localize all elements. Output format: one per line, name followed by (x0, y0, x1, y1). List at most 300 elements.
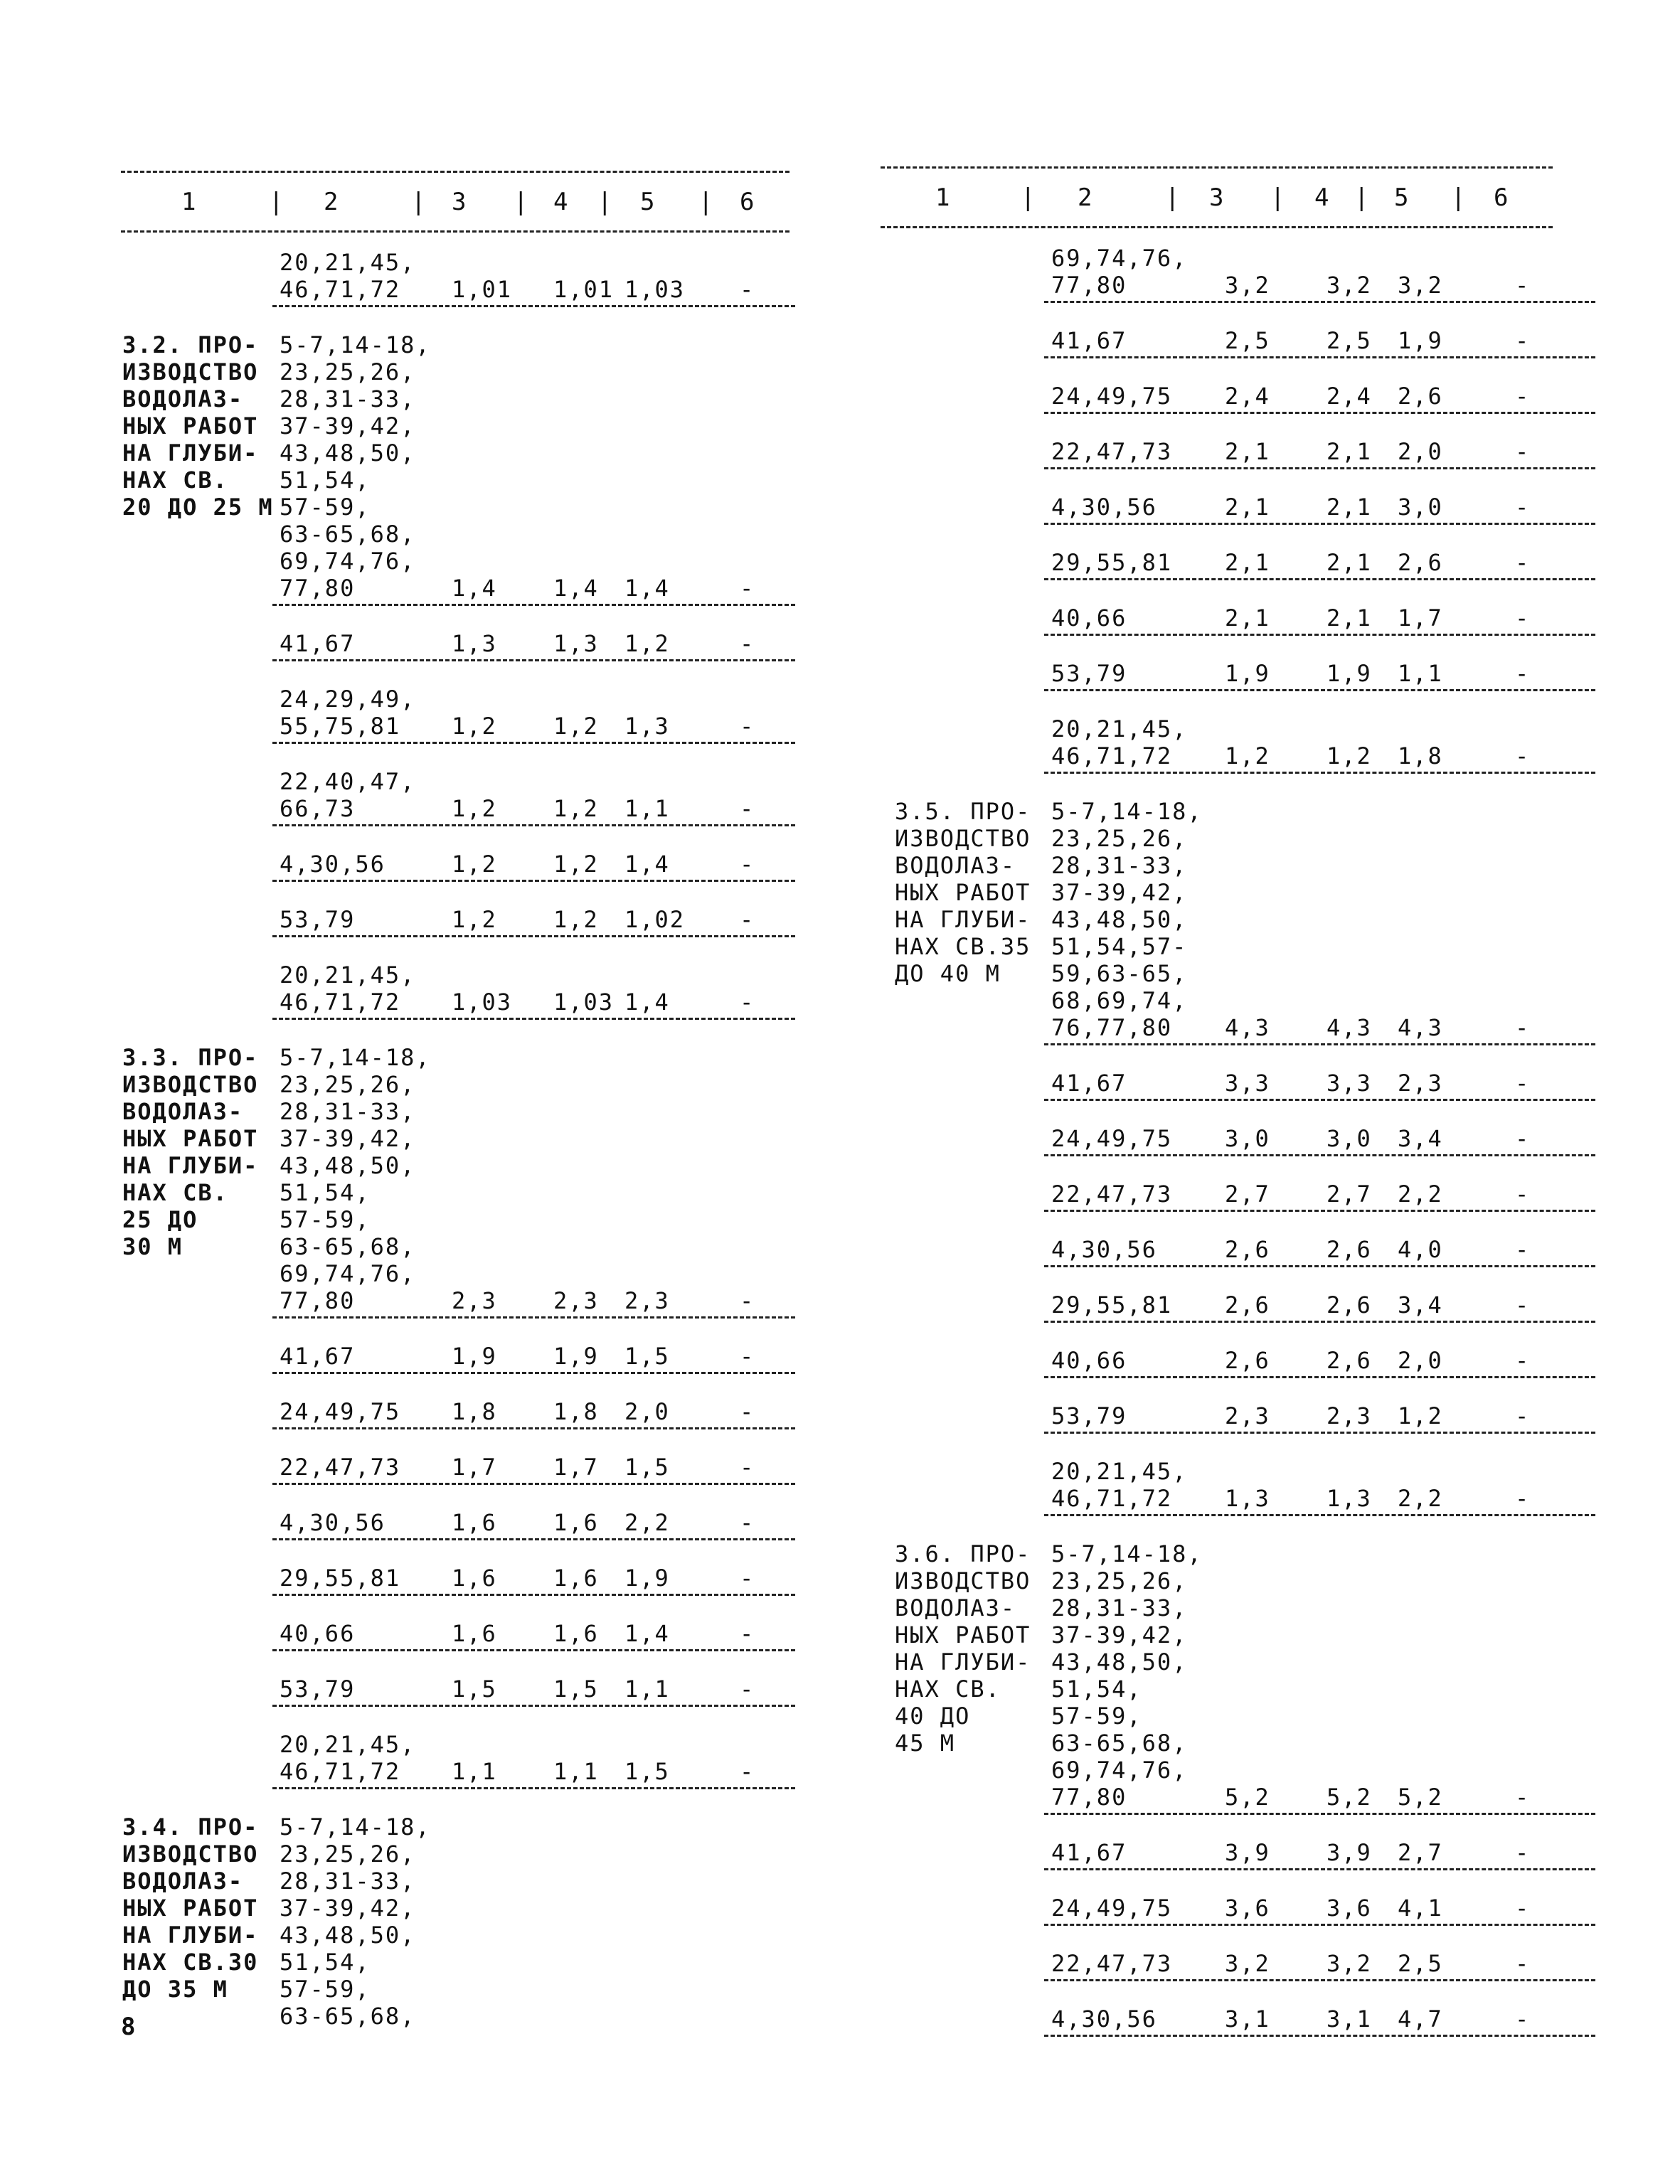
row-value-col6: - (740, 575, 755, 602)
row-codes: 51,54, (280, 1949, 371, 1976)
row-value-col4: 2,3 (553, 1287, 599, 1314)
row-value-col6: - (1515, 1181, 1531, 1208)
row-value-col4: 1,6 (553, 1565, 599, 1592)
row-divider (1044, 1979, 1595, 1981)
row-value-col5: 1,5 (624, 1454, 670, 1481)
row-codes: 46,71,72 (280, 276, 401, 303)
header-rule-top (121, 171, 790, 173)
group-title: НАХ СВ.35 (895, 933, 1031, 960)
row-value-col5: 1,3 (624, 713, 670, 740)
row-value-col6: - (1515, 1014, 1531, 1041)
header-rule-top (881, 166, 1553, 169)
row-value-col6: - (740, 906, 755, 933)
row-value-col4: 2,5 (1327, 327, 1372, 354)
row-value-col6: - (740, 1509, 755, 1536)
group-title: НАХ СВ. (122, 1179, 228, 1206)
row-value-col3: 4,3 (1225, 1014, 1270, 1041)
row-value-col5: 1,2 (624, 630, 670, 657)
row-value-col6: - (1515, 742, 1531, 769)
row-value-col3: 1,4 (452, 575, 497, 602)
row-divider (272, 1427, 795, 1429)
row-divider (272, 1594, 795, 1596)
row-value-col5: 2,0 (1398, 1347, 1443, 1374)
row-divider (272, 742, 795, 744)
row-divider (1044, 301, 1595, 303)
row-codes: 43,48,50, (1051, 906, 1188, 933)
row-value-col4: 1,01 (553, 276, 615, 303)
row-value-col5: 4,1 (1398, 1895, 1443, 1922)
row-codes: 23,25,26, (280, 1071, 416, 1098)
row-divider (272, 1538, 795, 1540)
row-value-col6: - (740, 851, 755, 878)
row-codes: 40,66 (1051, 1347, 1127, 1374)
row-value-col6: - (1515, 2005, 1531, 2033)
group-title: ВОДОЛАЗ- (122, 1098, 244, 1125)
row-value-col3: 1,2 (452, 713, 497, 740)
row-codes: 57-59, (1051, 1703, 1142, 1730)
row-value-col4: 3,6 (1327, 1895, 1372, 1922)
row-codes: 40,66 (1051, 604, 1127, 632)
row-value-col3: 1,2 (452, 851, 497, 878)
row-codes: 22,47,73 (1051, 1181, 1173, 1208)
group-title: 3.4. ПРО- (122, 1813, 259, 1841)
row-codes: 69,74,76, (1051, 245, 1188, 272)
row-value-col4: 1,7 (553, 1454, 599, 1481)
header-separator: | (1270, 183, 1285, 212)
row-value-col5: 1,02 (624, 906, 686, 933)
row-divider (1044, 1813, 1595, 1815)
row-codes: 24,29,49, (280, 686, 416, 713)
row-value-col4: 1,4 (553, 575, 599, 602)
row-value-col3: 1,2 (452, 795, 497, 822)
row-codes: 23,25,26, (1051, 1567, 1188, 1594)
header-cell: 3 (1209, 183, 1224, 212)
row-divider (1044, 523, 1595, 525)
row-codes: 5-7,14-18, (280, 1044, 431, 1071)
row-value-col5: 1,9 (624, 1565, 670, 1592)
row-codes: 69,74,76, (1051, 1757, 1188, 1784)
row-value-col4: 3,2 (1327, 1950, 1372, 1977)
header-cell: 1 (181, 188, 196, 216)
row-value-col4: 2,1 (1327, 494, 1372, 521)
header-cell: 5 (1394, 183, 1409, 212)
group-title: ВОДОЛАЗ- (895, 852, 1016, 879)
group-title: 30 М (122, 1233, 184, 1260)
header-cell: 4 (1314, 183, 1329, 212)
header-cell: 1 (935, 183, 950, 212)
row-value-col5: 3,2 (1398, 272, 1443, 299)
row-value-col4: 2,4 (1327, 383, 1372, 410)
row-value-col4: 1,5 (553, 1676, 599, 1703)
row-value-col3: 1,3 (452, 630, 497, 657)
group-title: НЫХ РАБОТ (895, 879, 1031, 906)
row-codes: 57-59, (280, 1976, 371, 2003)
row-value-col3: 5,2 (1225, 1784, 1270, 1811)
row-value-col3: 2,6 (1225, 1291, 1270, 1319)
row-codes: 46,71,72 (1051, 742, 1173, 769)
row-codes: 66,73 (280, 795, 356, 822)
row-codes: 20,21,45, (280, 962, 416, 989)
group-title: 20 ДО 25 М (122, 494, 274, 521)
row-value-col6: - (1515, 1402, 1531, 1429)
row-codes: 53,79 (1051, 660, 1127, 687)
row-codes: 41,67 (1051, 327, 1127, 354)
row-value-col4: 1,8 (553, 1398, 599, 1425)
group-title: НА ГЛУБИ- (122, 1152, 259, 1179)
row-value-col3: 2,6 (1225, 1236, 1270, 1263)
row-value-col3: 2,7 (1225, 1181, 1270, 1208)
group-title: НА ГЛУБИ- (895, 1648, 1031, 1676)
row-codes: 4,30,56 (1051, 1236, 1157, 1263)
row-value-col5: 1,2 (1398, 1402, 1443, 1429)
row-divider (1044, 1432, 1595, 1434)
row-value-col3: 1,7 (452, 1454, 497, 1481)
row-divider (272, 1018, 795, 1020)
row-codes: 37-39,42, (280, 412, 416, 440)
row-value-col4: 3,0 (1327, 1125, 1372, 1152)
row-value-col6: - (740, 1454, 755, 1481)
group-title: ВОДОЛАЗ- (895, 1594, 1016, 1621)
header-cell: 6 (1494, 183, 1509, 212)
row-codes: 20,21,45, (1051, 715, 1188, 742)
group-title: 40 ДО (895, 1703, 971, 1730)
page-number: 8 (121, 2013, 136, 2041)
row-codes: 43,48,50, (1051, 1648, 1188, 1676)
row-codes: 77,80 (1051, 272, 1127, 299)
row-codes: 43,48,50, (280, 1922, 416, 1949)
row-codes: 41,67 (1051, 1839, 1127, 1866)
group-title: НЫХ РАБОТ (895, 1621, 1031, 1648)
row-value-col6: - (1515, 383, 1531, 410)
row-value-col6: - (1515, 604, 1531, 632)
row-value-col4: 2,6 (1327, 1236, 1372, 1263)
row-value-col5: 2,3 (624, 1287, 670, 1314)
row-value-col4: 1,2 (553, 713, 599, 740)
row-codes: 24,49,75 (280, 1398, 401, 1425)
row-value-col4: 1,1 (553, 1758, 599, 1785)
row-value-col6: - (1515, 494, 1531, 521)
row-value-col6: - (1515, 438, 1531, 465)
row-divider (272, 935, 795, 937)
row-codes: 69,74,76, (280, 1260, 416, 1287)
row-divider (272, 824, 795, 826)
row-value-col6: - (1515, 1125, 1531, 1152)
row-divider (272, 1649, 795, 1651)
row-codes: 43,48,50, (280, 1152, 416, 1179)
group-title: ДО 35 М (122, 1976, 228, 2003)
row-value-col6: - (740, 1287, 755, 1314)
row-value-col3: 1,5 (452, 1676, 497, 1703)
row-divider (1044, 1154, 1595, 1156)
row-codes: 51,54, (280, 467, 371, 494)
row-value-col5: 1,8 (1398, 742, 1443, 769)
row-codes: 37-39,42, (1051, 1621, 1188, 1648)
row-codes: 63-65,68, (280, 521, 416, 548)
header-cell: 4 (553, 188, 568, 216)
row-codes: 37-39,42, (1051, 879, 1188, 906)
row-value-col4: 2,1 (1327, 604, 1372, 632)
row-codes: 5-7,14-18, (1051, 798, 1203, 825)
row-codes: 22,47,73 (1051, 1950, 1173, 1977)
row-codes: 5-7,14-18, (280, 331, 431, 358)
row-divider (1044, 634, 1595, 636)
row-value-col4: 1,3 (1327, 1485, 1372, 1512)
row-value-col4: 1,9 (1327, 660, 1372, 687)
row-value-col3: 3,0 (1225, 1125, 1270, 1152)
row-codes: 41,67 (280, 630, 356, 657)
row-codes: 40,66 (280, 1620, 356, 1647)
header-rule-bottom (121, 230, 790, 233)
row-value-col3: 2,3 (452, 1287, 497, 1314)
row-codes: 63-65,68, (1051, 1730, 1188, 1757)
row-value-col3: 3,9 (1225, 1839, 1270, 1866)
group-title: ИЗВОДСТВО (895, 825, 1031, 852)
row-value-col6: - (1515, 1895, 1531, 1922)
row-value-col5: 2,2 (1398, 1181, 1443, 1208)
row-codes: 77,80 (1051, 1784, 1127, 1811)
group-title: НА ГЛУБИ- (895, 906, 1031, 933)
row-value-col5: 1,1 (1398, 660, 1443, 687)
row-divider (1044, 1210, 1595, 1212)
row-value-col6: - (740, 1620, 755, 1647)
row-codes: 46,71,72 (280, 1758, 401, 1785)
row-codes: 59,63-65, (1051, 960, 1188, 987)
group-title: ДО 40 М (895, 960, 1001, 987)
row-value-col4: 1,03 (553, 989, 615, 1016)
group-title: 25 ДО (122, 1206, 198, 1233)
row-value-col4: 4,3 (1327, 1014, 1372, 1041)
row-value-col4: 1,6 (553, 1509, 599, 1536)
row-codes: 77,80 (280, 1287, 356, 1314)
group-title: 3.6. ПРО- (895, 1540, 1031, 1567)
group-title: НА ГЛУБИ- (122, 440, 259, 467)
row-codes: 28,31-33, (280, 1868, 416, 1895)
row-value-col6: - (1515, 1784, 1531, 1811)
header-separator: | (269, 188, 284, 216)
row-value-col6: - (740, 1676, 755, 1703)
row-divider (272, 305, 795, 307)
group-title: НА ГЛУБИ- (122, 1922, 259, 1949)
row-codes: 22,40,47, (280, 768, 416, 795)
row-divider (1044, 467, 1595, 469)
header-separator: | (1354, 183, 1369, 212)
row-value-col5: 1,4 (624, 575, 670, 602)
row-divider (1044, 1514, 1595, 1516)
row-divider (272, 1705, 795, 1707)
row-value-col4: 2,1 (1327, 438, 1372, 465)
row-value-col5: 2,5 (1398, 1950, 1443, 1977)
row-value-col3: 1,9 (1225, 660, 1270, 687)
row-value-col3: 1,01 (452, 276, 513, 303)
group-title: ИЗВОДСТВО (122, 358, 259, 385)
row-codes: 4,30,56 (1051, 2005, 1157, 2033)
row-value-col5: 1,7 (1398, 604, 1443, 632)
row-divider (272, 604, 795, 606)
row-codes: 41,67 (1051, 1070, 1127, 1097)
row-value-col5: 2,0 (624, 1398, 670, 1425)
row-codes: 28,31-33, (280, 385, 416, 412)
group-title: 3.5. ПРО- (895, 798, 1031, 825)
row-divider (272, 880, 795, 882)
row-divider (1044, 1868, 1595, 1870)
row-value-col5: 2,0 (1398, 438, 1443, 465)
row-codes: 23,25,26, (1051, 825, 1188, 852)
row-divider (1044, 689, 1595, 691)
row-value-col5: 3,0 (1398, 494, 1443, 521)
row-value-col3: 2,5 (1225, 327, 1270, 354)
row-value-col5: 1,5 (624, 1758, 670, 1785)
row-codes: 28,31-33, (280, 1098, 416, 1125)
row-codes: 24,49,75 (1051, 1895, 1173, 1922)
row-value-col3: 2,1 (1225, 438, 1270, 465)
row-value-col5: 1,4 (624, 1620, 670, 1647)
row-value-col6: - (740, 989, 755, 1016)
row-codes: 51,54,57- (1051, 933, 1188, 960)
row-value-col3: 1,8 (452, 1398, 497, 1425)
row-value-col3: 2,1 (1225, 549, 1270, 576)
row-value-col3: 1,03 (452, 989, 513, 1016)
row-value-col3: 1,9 (452, 1343, 497, 1370)
row-codes: 55,75,81 (280, 713, 401, 740)
row-codes: 41,67 (280, 1343, 356, 1370)
row-value-col6: - (1515, 1236, 1531, 1263)
header-separator: | (597, 188, 612, 216)
row-codes: 53,79 (1051, 1402, 1127, 1429)
row-value-col5: 2,2 (624, 1509, 670, 1536)
row-value-col6: - (740, 795, 755, 822)
row-value-col5: 1,5 (624, 1343, 670, 1370)
row-value-col5: 2,3 (1398, 1070, 1443, 1097)
group-title: НЫХ РАБОТ (122, 1895, 259, 1922)
row-value-col4: 1,6 (553, 1620, 599, 1647)
group-title: НАХ СВ.30 (122, 1949, 259, 1976)
row-codes: 24,49,75 (1051, 1125, 1173, 1152)
group-title: ВОДОЛАЗ- (122, 1868, 244, 1895)
row-codes: 57-59, (280, 1206, 371, 1233)
row-value-col6: - (740, 713, 755, 740)
row-value-col4: 1,2 (553, 851, 599, 878)
row-value-col4: 3,9 (1327, 1839, 1372, 1866)
row-value-col3: 1,2 (1225, 742, 1270, 769)
row-value-col6: - (1515, 1070, 1531, 1097)
row-codes: 5-7,14-18, (1051, 1540, 1203, 1567)
row-codes: 20,21,45, (280, 1731, 416, 1758)
row-codes: 68,69,74, (1051, 987, 1188, 1014)
header-cell: 2 (324, 188, 339, 216)
header-rule-bottom (881, 226, 1553, 228)
group-title: 3.3. ПРО- (122, 1044, 259, 1071)
row-value-col4: 2,3 (1327, 1402, 1372, 1429)
row-divider (272, 1372, 795, 1374)
row-codes: 57-59, (280, 494, 371, 521)
group-title: НАХ СВ. (122, 467, 228, 494)
row-value-col6: - (740, 276, 755, 303)
row-codes: 24,49,75 (1051, 383, 1173, 410)
row-value-col6: - (1515, 660, 1531, 687)
row-codes: 53,79 (280, 906, 356, 933)
row-value-col3: 2,1 (1225, 494, 1270, 521)
row-divider (1044, 1099, 1595, 1101)
row-value-col4: 3,1 (1327, 2005, 1372, 2033)
row-codes: 37-39,42, (280, 1125, 416, 1152)
row-value-col4: 2,1 (1327, 549, 1372, 576)
row-divider (1044, 1376, 1595, 1378)
row-value-col5: 1,1 (624, 795, 670, 822)
row-value-col4: 1,2 (553, 906, 599, 933)
row-value-col5: 3,4 (1398, 1125, 1443, 1152)
row-codes: 20,21,45, (1051, 1458, 1188, 1485)
row-codes: 4,30,56 (280, 1509, 386, 1536)
row-value-col6: - (1515, 549, 1531, 576)
row-codes: 5-7,14-18, (280, 1813, 431, 1841)
row-codes: 69,74,76, (280, 548, 416, 575)
row-codes: 51,54, (1051, 1676, 1142, 1703)
row-divider (1044, 2035, 1595, 2037)
row-value-col4: 2,6 (1327, 1347, 1372, 1374)
row-codes: 28,31-33, (1051, 852, 1188, 879)
row-codes: 51,54, (280, 1179, 371, 1206)
row-value-col6: - (1515, 327, 1531, 354)
row-value-col3: 2,3 (1225, 1402, 1270, 1429)
row-value-col5: 4,3 (1398, 1014, 1443, 1041)
row-codes: 46,71,72 (1051, 1485, 1173, 1512)
row-value-col5: 3,4 (1398, 1291, 1443, 1319)
row-value-col4: 1,2 (1327, 742, 1372, 769)
row-codes: 22,47,73 (280, 1454, 401, 1481)
row-divider (1044, 1043, 1595, 1045)
row-divider (272, 1316, 795, 1319)
row-divider (1044, 356, 1595, 358)
row-codes: 4,30,56 (1051, 494, 1157, 521)
header-separator: | (411, 188, 426, 216)
row-codes: 23,25,26, (280, 358, 416, 385)
header-separator: | (1451, 183, 1466, 212)
header-cell: 6 (740, 188, 755, 216)
row-value-col3: 1,1 (452, 1758, 497, 1785)
row-value-col5: 2,6 (1398, 383, 1443, 410)
row-divider (1044, 412, 1595, 414)
header-separator: | (698, 188, 713, 216)
row-value-col6: - (740, 1398, 755, 1425)
row-value-col4: 2,7 (1327, 1181, 1372, 1208)
row-value-col6: - (740, 1565, 755, 1592)
row-value-col3: 3,2 (1225, 272, 1270, 299)
row-value-col3: 3,6 (1225, 1895, 1270, 1922)
row-codes: 28,31-33, (1051, 1594, 1188, 1621)
row-value-col6: - (1515, 1485, 1531, 1512)
header-separator: | (514, 188, 528, 216)
row-divider (1044, 1924, 1595, 1926)
row-codes: 46,71,72 (280, 989, 401, 1016)
row-divider (272, 1483, 795, 1485)
row-value-col3: 3,3 (1225, 1070, 1270, 1097)
row-codes: 4,30,56 (280, 851, 386, 878)
row-value-col4: 1,3 (553, 630, 599, 657)
row-value-col6: - (1515, 1291, 1531, 1319)
row-divider (1044, 1265, 1595, 1267)
row-codes: 76,77,80 (1051, 1014, 1173, 1041)
group-title: 3.2. ПРО- (122, 331, 259, 358)
header-separator: | (1021, 183, 1036, 212)
row-value-col3: 2,6 (1225, 1347, 1270, 1374)
row-codes: 29,55,81 (280, 1565, 401, 1592)
row-divider (1044, 772, 1595, 774)
row-value-col6: - (740, 1758, 755, 1785)
group-title: НАХ СВ. (895, 1676, 1001, 1703)
row-value-col4: 3,3 (1327, 1070, 1372, 1097)
header-cell: 5 (640, 188, 655, 216)
row-value-col3: 2,1 (1225, 604, 1270, 632)
